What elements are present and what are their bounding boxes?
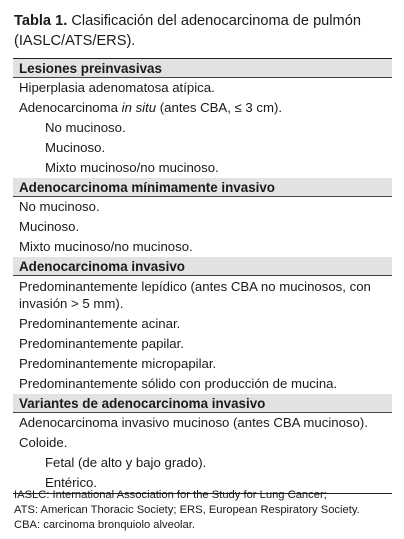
table-row: Hiperplasia adenomatosa atípica. — [19, 80, 215, 95]
table-row: Adenocarcinoma invasivo mucinoso (antes CBA mucinoso). — [19, 415, 368, 430]
table-row: Predominantemente micropapilar. — [19, 356, 217, 371]
table-row: Predominantemente papilar. — [19, 336, 184, 351]
table-row: Mucinoso. — [45, 140, 106, 155]
table-row: Predominantemente acinar. — [19, 316, 181, 331]
table-row: Predominantemente lepídico (antes CBA no mucinosos, con invasión > 5 mm). — [19, 279, 371, 311]
table-row: Mucinoso. — [19, 219, 80, 234]
table-row: Entérico. — [45, 475, 98, 490]
classification-table — [13, 58, 392, 494]
table-footnotes — [14, 488, 394, 533]
section-header: Adenocarcinoma mínimamente invasivo — [13, 178, 392, 197]
table-row — [13, 98, 392, 118]
row-text: Adenocarcinoma — [19, 100, 122, 115]
table-row: No mucinoso. — [19, 199, 100, 214]
section-header: Lesiones preinvasivas — [13, 59, 392, 78]
table-row: Coloide. — [19, 435, 68, 450]
row-text: (antes CBA, ≤ 3 cm). — [156, 100, 283, 115]
table-row: Predominantemente sólido con producción de mucina. — [19, 376, 338, 391]
table-row: Mixto mucinoso/no mucinoso. — [19, 239, 193, 254]
row-text-italic: in situ — [121, 100, 157, 115]
section-header: Variantes de adenocarcinoma invasivo — [13, 394, 392, 413]
table-row: Mixto mucinoso/no mucinoso. — [45, 160, 219, 175]
footnote: IASLC: International Association for the Study for Lung Cancer; — [14, 489, 327, 501]
footnote: ATS: American Thoracic Society; ERS, European Respiratory Society. — [14, 504, 360, 516]
table-caption-label: Tabla 1. — [14, 13, 68, 29]
table-row: No mucinoso. — [45, 120, 126, 135]
section-header: Adenocarcinoma invasivo — [13, 257, 392, 276]
table-caption — [14, 11, 392, 51]
table-caption-text: Clasificación del adenocarcinoma de pulmón (IASLC/ATS/ERS). — [14, 13, 361, 49]
table-row: Fetal (de alto y bajo grado). — [45, 455, 207, 470]
footnote: CBA: carcinoma bronquiolo alveolar. — [14, 519, 195, 531]
